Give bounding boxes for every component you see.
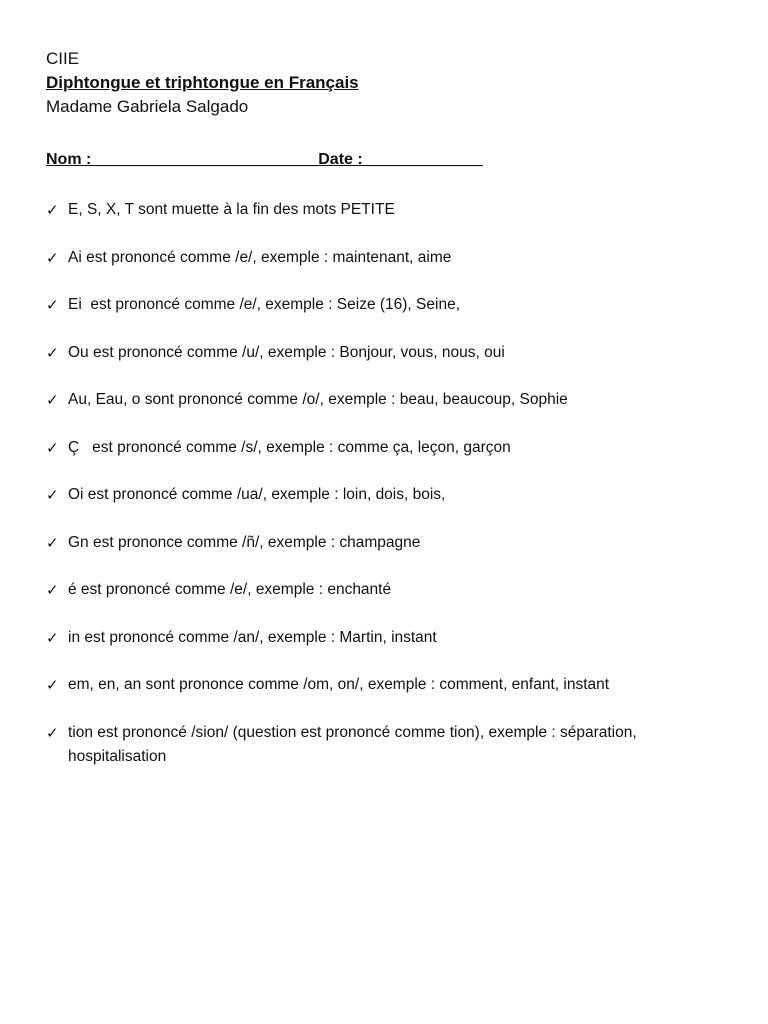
document-header: [46, 47, 726, 119]
school-name: CIIE: [46, 49, 80, 68]
check-icon: ✓: [46, 628, 59, 647]
pronunciation-checklist: [46, 198, 736, 792]
list-item: [46, 483, 736, 507]
list-item: [46, 341, 736, 365]
list-item-text: Ai est prononcé comme /e/, exemple : maintenant, aime: [68, 248, 452, 266]
check-icon: ✓: [46, 676, 59, 694]
list-item-text: Oi est prononcé comme /ua/, exemple : loin, dois, bois,: [68, 486, 446, 503]
teacher-name: Madame Gabriela Salgado: [46, 97, 249, 116]
list-item: [46, 578, 736, 602]
check-icon: ✓: [46, 391, 59, 409]
list-item-text: Ei est prononcé comme /e/, exemple : Seize (16), Seine,: [68, 296, 460, 313]
list-item-text: Au, Eau, o sont prononcé comme /o/, exemple : beau, beaucoup, Sophie: [68, 391, 568, 408]
list-item: [46, 198, 736, 222]
list-item: [46, 246, 736, 270]
name-date-fields: Nom : _________________________Date : _____________: [46, 151, 483, 168]
list-item-text: in est prononcé comme /an/, exemple : Martin, instant: [68, 628, 437, 646]
check-icon: ✓: [46, 438, 59, 457]
list-item: [46, 721, 736, 769]
list-item: [46, 673, 736, 697]
list-item: [46, 293, 736, 317]
list-item-text: E, S, X, T sont muette à la fin des mots PETITE: [68, 201, 395, 218]
check-icon: ✓: [46, 533, 59, 552]
list-item-text: em, en, an sont prononce comme /om, on/, exemple : comment, enfant, instant: [68, 676, 610, 693]
check-icon: ✓: [46, 296, 59, 314]
check-icon: ✓: [46, 486, 59, 504]
list-item-text: tion est prononcé /sion/ (question est prononcé comme tion), exemple : séparation, hospitalisation: [68, 723, 641, 765]
check-icon: ✓: [46, 581, 59, 599]
list-item: [46, 626, 736, 650]
list-item-text: Ou est prononcé comme /u/, exemple : Bonjour, vous, nous, oui: [68, 343, 505, 361]
list-item: [46, 388, 736, 412]
list-item-text: Gn est prononce comme /ñ/, exemple : champagne: [68, 533, 421, 551]
list-item: [46, 531, 736, 555]
document-title: Diphtongue et triphtongue en Français: [46, 73, 359, 92]
list-item-text: é est prononcé comme /e/, exemple : enchanté: [68, 581, 392, 598]
list-item: [46, 436, 736, 460]
check-icon: ✓: [46, 201, 59, 219]
check-icon: ✓: [46, 343, 59, 362]
list-item-text: Ç est prononcé comme /s/, exemple : comme ça, leçon, garçon: [68, 438, 511, 456]
check-icon: ✓: [46, 248, 59, 267]
check-icon: ✓: [46, 723, 59, 742]
